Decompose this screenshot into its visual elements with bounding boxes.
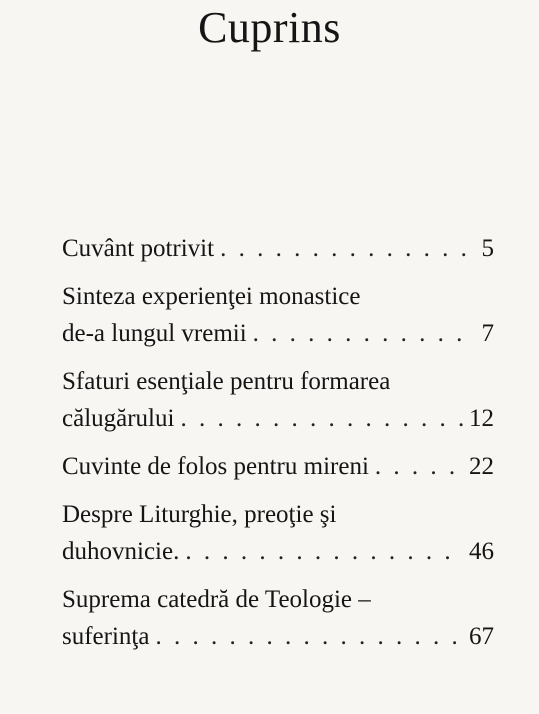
toc-page-number: 46 <box>469 538 494 565</box>
dot-leader <box>180 400 463 437</box>
toc-entry[interactable] <box>62 581 494 655</box>
toc-entry-line <box>62 618 494 655</box>
toc-entry[interactable] <box>62 278 494 352</box>
toc-page-number: 67 <box>469 623 494 650</box>
dot-leader <box>220 230 475 267</box>
toc-entry-title: Sinteza experienţei monastice <box>62 283 361 310</box>
toc-entry-line <box>62 230 494 267</box>
table-of-contents <box>62 230 494 655</box>
toc-entry-title-continued: duhovnicie. <box>62 538 180 565</box>
toc-entry-line <box>62 315 494 352</box>
toc-entry-title: Despre Liturghie, preoţie şi <box>62 501 337 528</box>
toc-entry-title-continued: de-a lungul vremii <box>62 320 247 347</box>
toc-entry-line <box>62 448 494 485</box>
toc-entry-title: Sfaturi esenţiale pentru formarea <box>62 368 391 395</box>
dot-leader <box>155 618 463 655</box>
toc-entry[interactable] <box>62 363 494 437</box>
dot-leader <box>185 533 463 570</box>
toc-page-number: 5 <box>481 235 494 262</box>
toc-entry-title-continued: suferinţa <box>62 623 150 650</box>
toc-entry-line <box>62 533 494 570</box>
toc-entry-line <box>62 400 494 437</box>
toc-entry[interactable] <box>62 496 494 570</box>
toc-entry-title: Cuvânt potrivit <box>62 235 215 262</box>
toc-page-number: 22 <box>469 453 494 480</box>
toc-entry-title: Suprema catedră de Teologie – <box>62 586 371 613</box>
toc-page-number: 7 <box>481 320 494 347</box>
dot-leader <box>375 448 463 485</box>
toc-entry[interactable] <box>62 448 494 485</box>
page-title: Cuprins <box>198 3 341 52</box>
toc-entry-title-continued: călugărului <box>62 405 175 432</box>
dot-leader <box>253 315 476 352</box>
toc-entry-title: Cuvinte de folos pentru mireni <box>62 453 369 480</box>
toc-page-number: 12 <box>469 405 494 432</box>
toc-entry[interactable] <box>62 230 494 267</box>
